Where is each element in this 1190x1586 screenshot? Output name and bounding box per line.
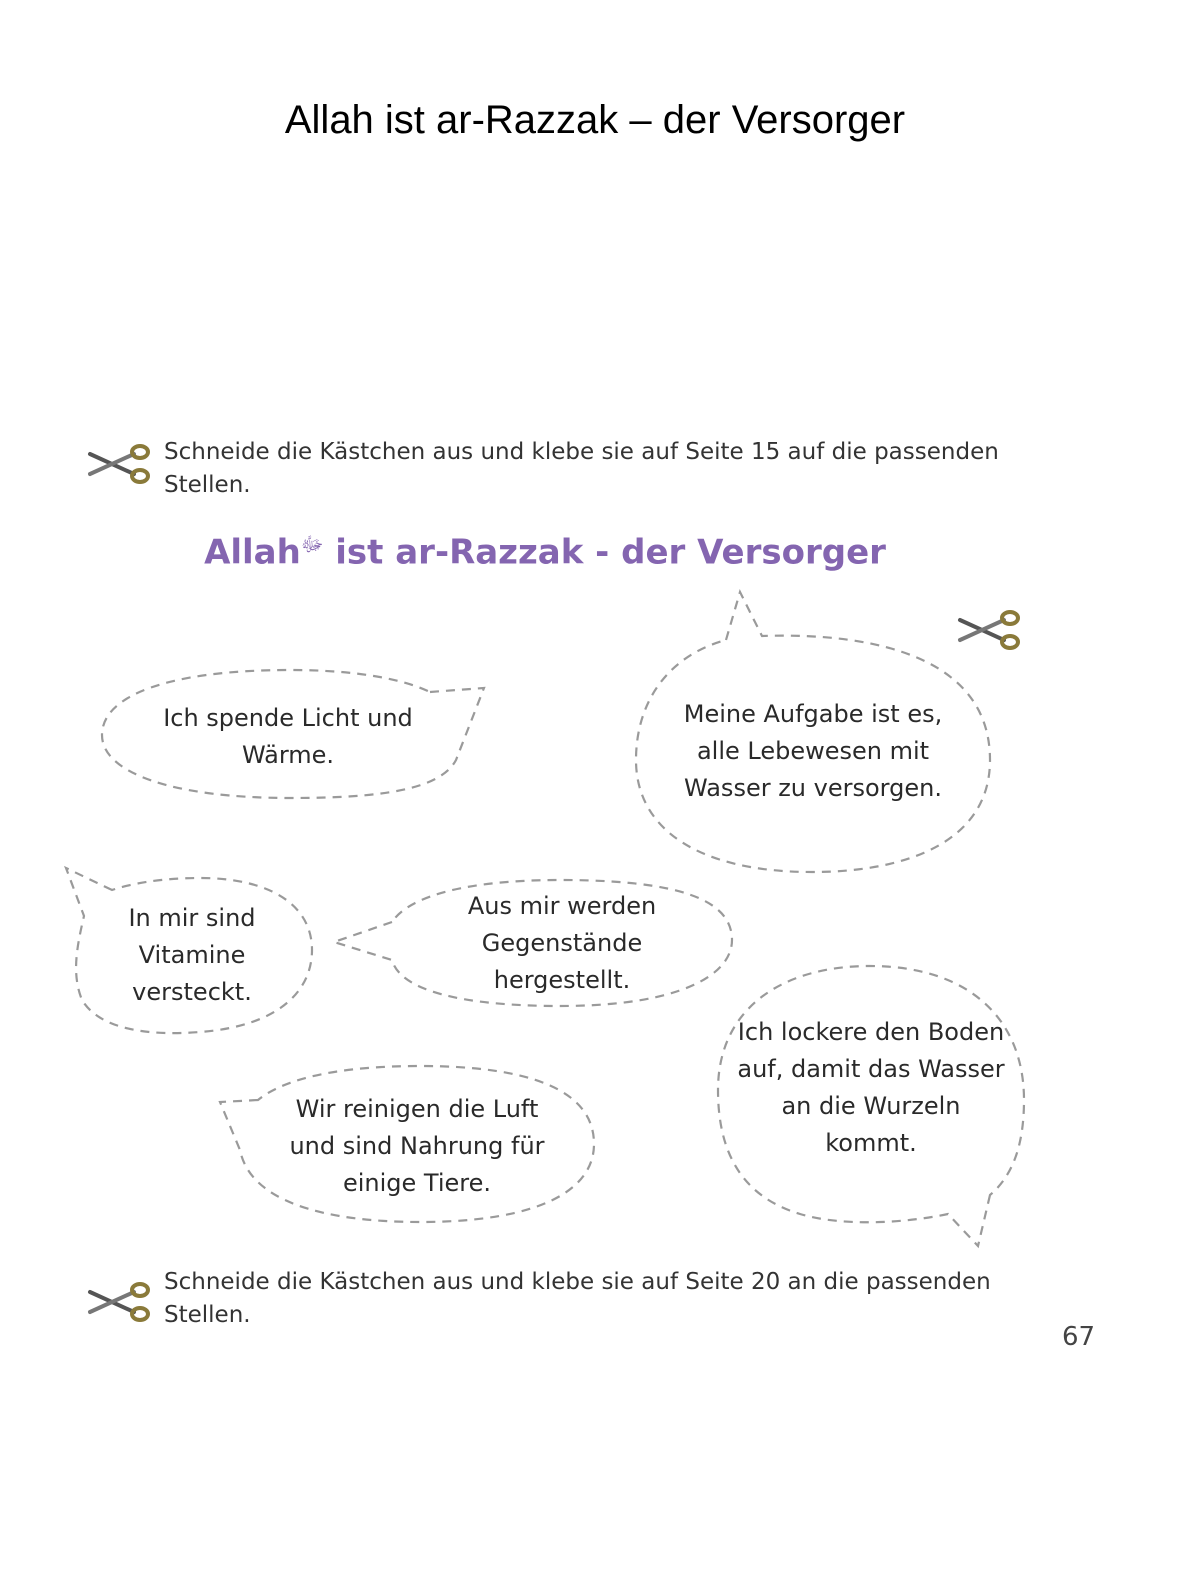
bubble-rain-text: Meine Aufgabe ist es, alle Lebewesen mit Wasser zu versorgen. (683, 700, 943, 802)
heading-name: Allah (204, 532, 301, 573)
page-number: 67 (1062, 1322, 1096, 1352)
bubble-plants-text: Wir reinigen die Luft und sind Nahrung für einige Tiere. (289, 1095, 545, 1197)
bubble-worm-text: Ich lockere den Boden auf, damit das Wasser an die Wurzeln kommt. (737, 1018, 1005, 1157)
scissors-icon (86, 1278, 154, 1326)
slide-title: Allah ist ar-Razzak – der Versorger (284, 98, 906, 142)
heading-mark: ﷻ (300, 532, 324, 556)
heading-rest: ist ar-Razzak - der Versorger (323, 532, 886, 573)
bubble-wood-text: Aus mir werden Gegenstände hergestellt. (467, 892, 657, 994)
bubble-sun-text: Ich spende Licht und Wärme. (163, 704, 413, 769)
instruction-bottom: Schneide die Kästchen aus und klebe sie auf Seite 20 an die passenden Stellen. (164, 1269, 991, 1328)
bubble-fruit-text: In mir sind Vitamine versteckt. (128, 904, 256, 1006)
instruction-top: Schneide die Kästchen aus und klebe sie auf Seite 15 auf die passenden Stellen. (164, 439, 999, 498)
